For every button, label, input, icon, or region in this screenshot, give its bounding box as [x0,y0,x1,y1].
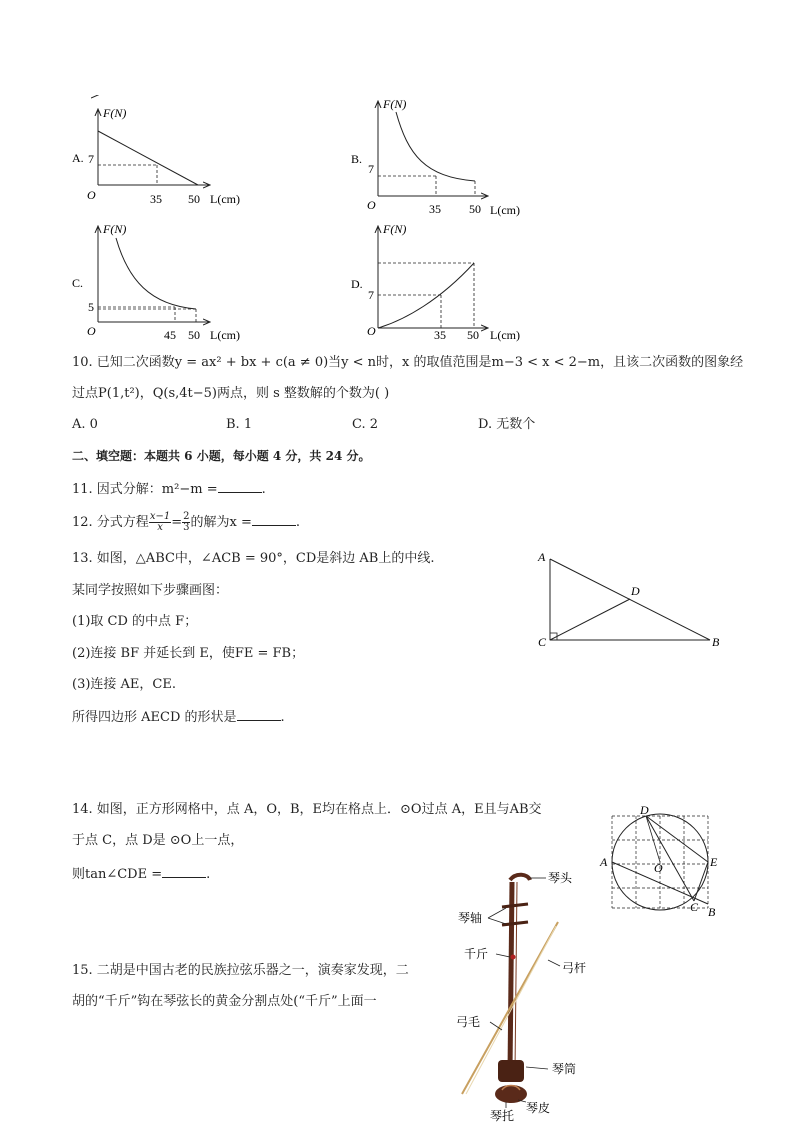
q10-option-b: B. 1 [226,417,253,432]
q10-option-d: D. 无数个 [478,417,536,432]
graph-a-xlabel: L(cm) [210,192,240,206]
graph-a-y7: 7 [88,152,94,166]
q13-label-d: D [631,584,640,598]
label-gongmao: 弓毛 [456,1015,481,1029]
q13-line5: (3)连接 AE，CE. [72,677,176,692]
q11: 11. 因式分解：m²−m = . [72,482,266,497]
qianjin-marker [511,955,516,960]
q12-mid: 的解为x = [190,515,252,530]
graph-a-label: A. [72,151,84,165]
graph-a-origin: O [87,188,96,202]
q12-prefix: 12. 分式方程 [72,515,149,530]
q9-graphs [60,95,780,350]
q14-line1: 14. 如图，正方形网格中，点 A，O，B，E均在格点上．⊙O过点 A，E且与AB交 [72,802,542,817]
graph-b-x50: 50 [469,202,481,216]
q13-line3: (1)取 CD 的中点 F； [72,614,198,629]
erhu-base [495,1085,527,1103]
q12: 12. 分式方程 $\frac{x-1}{x}$ = $\frac{2}{3}$ 的解为x = . [72,511,300,533]
q10-line2: 过点P(1,t²)，Q(s,4t−5)两点，则 s 整数解的个数为( ) [72,386,390,401]
graph-b-curve [396,112,475,181]
label-qinzhou: 琴轴 [458,911,483,925]
label-qintuo: 琴托 [490,1109,515,1123]
graph-c-curve [116,238,196,309]
q15-line2: 胡的“千斤”钩在琴弦长的黄金分割点处(“千斤”上面一 [72,994,377,1009]
q13-line4: (2)连接 BF 并延长到 E，使FE = FB； [72,646,305,661]
q13-label-a: A [538,550,546,564]
q14-label-e: E [710,855,718,869]
graph-d-xlabel: L(cm) [490,328,520,342]
graph-d-label: D. [351,277,363,291]
erhu-head [510,875,530,880]
q13-line2: 某同学按照如下步骤画图： [72,583,229,598]
graph-d-y7: 7 [368,288,374,302]
graph-b-x35: 35 [429,202,441,216]
label-gonggan: 弓杆 [562,961,587,975]
q14-label-a: A [600,855,608,869]
graph-b-ylabel: F(N) [383,97,407,111]
graph-c [72,222,240,342]
q11-text: 11. 因式分解：m²−m = [72,482,218,497]
graph-b [351,97,520,217]
q12-frac-right: $\frac{2}{3}$ [183,511,190,533]
q13-label-c: C [538,635,547,649]
q10-option-a: A. 0 [72,417,98,432]
graph-d-ylabel: F(N) [383,222,407,236]
q12-blank [252,513,296,526]
graph-c-x45: 45 [164,328,176,342]
graph-b-origin: O [367,198,376,212]
graph-c-y5: 5 [88,300,94,314]
graph-a-x35: 35 [150,192,162,206]
q14-label-d: D [640,803,649,817]
graph-c-label: C. [72,276,84,290]
graph-a-line [98,131,198,185]
graph-b-label: B. [351,152,363,166]
q14-label-o: O [654,861,663,875]
graph-c-x50: 50 [188,328,200,342]
q13-line1: 13. 如图，△ABC中，∠ACB = 90°，CD是斜边 AB上的中线. [72,551,435,566]
graph-b-y7: 7 [368,162,374,176]
graph-b-xlabel: L(cm) [490,203,520,217]
q14-line2: 于点 C，点 D是 ⊙O上一点， [72,833,244,848]
label-qintong: 琴筒 [552,1062,577,1076]
q14-line3: 则tan∠CDE = . [72,867,211,882]
q15-erhu-figure [440,862,600,1123]
q13-line6: 所得四边形 AECD 的形状是 . [72,710,285,725]
graph-d-x35: 35 [434,328,446,342]
q13-blank [237,708,281,721]
q10-option-c: C. 2 [352,417,379,432]
q14-label-b: B [708,905,716,919]
q15-line1: 15. 二胡是中国古老的民族拉弦乐器之一，演奏家发现，二 [72,963,409,978]
label-qinpi: 琴皮 [526,1101,551,1115]
label-qintou: 琴头 [548,871,573,885]
graph-a-ylabel: F(N) [103,106,127,120]
erhu-resonator [498,1060,524,1082]
q11-blank [218,480,262,493]
q14-label-c: C [690,900,699,914]
graph-c-xlabel: L(cm) [210,328,240,342]
graph-a [72,95,240,206]
q14-blank [162,865,206,878]
q14-figure [596,800,726,920]
graph-d [351,222,520,342]
q13-label-b: B [712,635,720,649]
graph-c-ylabel: F(N) [103,222,127,236]
graph-c-origin: O [87,324,96,338]
graph-d-origin: O [367,324,376,338]
q12-frac-left: $\frac{x-1}{x}$ [149,511,171,533]
q13-figure [530,545,730,655]
q10-line1: 10. 已知二次函数y = ax² + bx + c(a ≠ 0)当y < n时，x 的取值范围是m−3 < x < 2−m，且该二次函数的图象经 [72,355,744,370]
graph-a-x50: 50 [188,192,200,206]
graph-d-x50: 50 [467,328,479,342]
graph-d-curve [378,263,474,328]
section-2-heading: 二、填空题：本题共 6 小题，每小题 4 分，共 24 分。 [72,449,371,463]
label-qianjin: 千斤 [464,947,489,961]
